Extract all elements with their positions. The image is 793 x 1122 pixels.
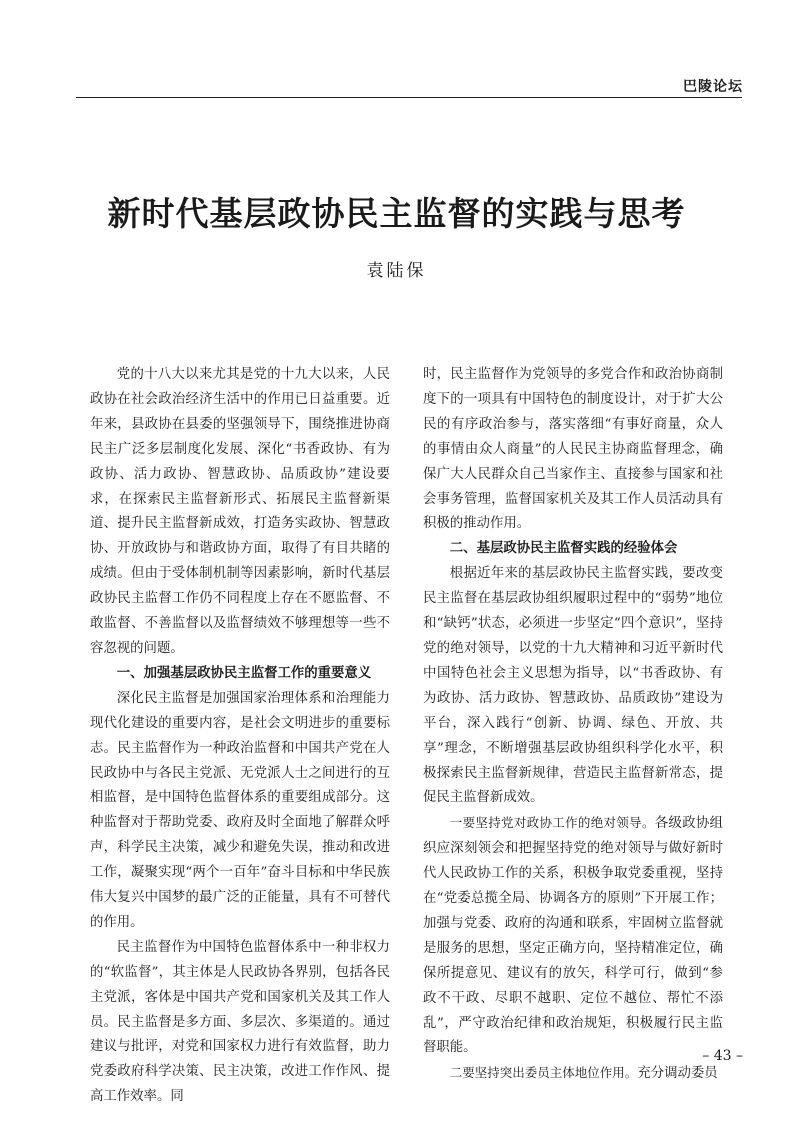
- continuation-paragraph: 时，民主监督作为党领导的多党合作和政治协商制度下的一项具有中国特色的制度设计，对于扩大公民的有序政治参与，落实落细“有事好商量，众人的事情由众人商量”的人民民主协商监督理念，确保广大人民群众自己当家作主、直接参与国家和社会事务管理，监督国家机关及其工作人员活动具有积极的推动作用。: [423, 367, 723, 532]
- article-author: 袁陆保: [366, 261, 427, 281]
- section-2-heading: 二、基层政协民主监督实践的经验体会: [449, 541, 678, 557]
- point-2-lead: 二要坚持突出委员主体地位作用。: [449, 1065, 638, 1081]
- point-1-paragraph: [423, 811, 723, 1061]
- point-1-lead: 一要坚持党对政协工作的绝对领导。: [449, 815, 655, 831]
- right-column: [423, 363, 723, 1087]
- journal-name: 巴陵论坛: [683, 79, 743, 95]
- page-number: – 43 –: [702, 1048, 743, 1064]
- left-column: [90, 363, 390, 1110]
- section-1-paragraph-1: 深化民主监督是加强国家治理体系和治理能力现代化建设的重要内容，是社会文明进步的重要标志。民主监督作为一种政治监督和中国共产党在人民政协中与各民主党派、无党派人士之间进行的互相监督，是中国特色监督体系的重要组成部分。这种监督对于帮助党委、政府及时全面地了解群众呼声，科学民主决策，减少和避免失误，推动和改进工作，凝聚实现“两个一百年”奋斗目标和中华民族伟大复兴中国梦的最广泛的正能量，具有不可替代的作用。: [90, 690, 390, 930]
- header-divider: [76, 97, 742, 98]
- point-1-body: 各级政协组织应深刻领会和把握坚持党的绝对领导与做好新时代人民政协工作的关系，积极争取党委重视，坚持在“党委总揽全局、协调各方的原则”下开展工作；加强与党委、政府的沟通和联系，牢固树立监督就是服务的思想，坚定正确方向，坚持精准定位，确保所提意见、建议有的放矢，科学可行，做到“参政不干政、尽职不越职、定位不越位、帮忙不添乱”，严守政治纪律和政治规矩，积极履行民主监督职能。: [423, 816, 723, 1056]
- intro-paragraph: 党的十八大以来尤其是党的十九大以来，人民政协在社会政治经济生活中的作用已日益重要。近年来，县政协在县委的坚强领导下，围绕推进协商民主广泛多层制度化发展、深化“书香政协、有为政协、活力政协、智慧政协、品质政协”建设要求，在探索民主监督新形式、拓展民主监督新渠道、提升民主监督新成效，打造务实政协、智慧政协、开放政协与和谐政协方面，取得了有目共睹的成绩。但由于受体制机制等因素影响，新时代基层政协民主监督工作仍不同程度上存在不愿监督、不敢监督、不善监督以及监督绩效不够理想等一些不容忽视的问题。: [90, 367, 390, 656]
- section-1-paragraph-2: 民主监督作为中国特色监督体系中一种非权力的“软监督”，其主体是人民政协各界别，包括各民主党派，客体是中国共产党和国家机关及其工作人员。民主监督是多方面、多层次、多渠道的。通过建议与批评，对党和国家权力进行有效监督，助力党委政府科学决策、民主决策，改进工作作风、提高工作效率。同: [90, 939, 390, 1105]
- section-1-heading: 一、加强基层政协民主监督工作的重要意义: [116, 665, 372, 681]
- section-2-paragraph-1: 根据近年来的基层政协民主监督实践，要改变民主监督在基层政协组织履职过程中的“弱势”地位和“缺钙”状态，必须进一步坚定“四个意识”，坚持党的绝对领导，以党的十九大精神和习近平新时代中国特色社会主义思想为指导，以“书香政协、有为政协、活力政协、智慧政协、品质政协”建设为平台，深入践行“创新、协调、绿色、开放、共享”理念，不断增强基层政协组织科学化水平，积极探索民主监督新规律，营造民主监督新常态，提促民主监督新成效。: [423, 566, 723, 806]
- point-2-paragraph: [423, 1061, 723, 1087]
- point-2-body: 充分调动委员: [637, 1066, 718, 1082]
- article-title: 新时代基层政协民主监督的实践与思考: [107, 194, 686, 233]
